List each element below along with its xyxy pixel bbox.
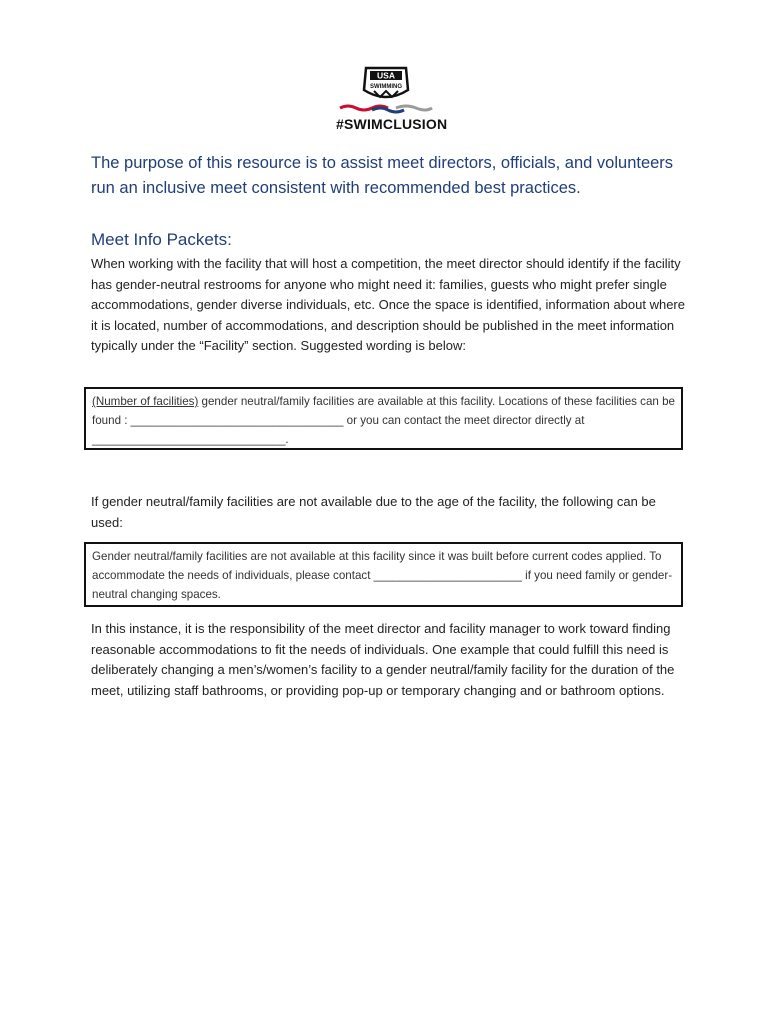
paragraph-facility-identification: When working with the facility that will host a competition, the meet director should identify if the facility has gender-neutral restrooms for anyone who might need it: families, guests who might prefer single accommodations, gender diverse individuals, etc. Once the space is identified, information about where it is located, number of accommodations, and description should be published in the meet information typically under the “Facility” section. Suggested wording is below: <box>91 256 685 353</box>
paragraph-responsibility: In this instance, it is the responsibility of the meet director and facility manager to work toward finding reasonable accommodations to fit the needs of individuals. One example that could fulfill this need is deliberately changing a men’s/women’s facility to a gender neutral/family facility for the duration of the meet, utilizing staff bathrooms, or providing pop-up or temporary changing and or bathroom options. <box>91 621 675 698</box>
svg-text:USA: USA <box>377 70 395 81</box>
usa-swimming-logo <box>336 64 448 134</box>
suggested-wording-box-unavailable <box>84 542 683 607</box>
number-of-facilities-placeholder: (Number of facilities) <box>92 395 199 408</box>
suggested-wording-text-available: gender neutral/family facilities are available at this facility. Locations of these facilities can be found : _________________________________ or you can contact the meet director directly at ______________________________. <box>92 395 675 446</box>
suggested-wording-text-unavailable: Gender neutral/family facilities are not available at this facility since it was built before current codes applied. To accommodate the needs of individuals, please contact _______________________ if you need family or gender-neutral changing spaces. <box>92 550 673 601</box>
paragraph-not-available-intro: If gender neutral/family facilities are not available due to the age of the facility, the following can be used: <box>91 494 656 530</box>
section-heading-meet-info-packets: Meet Info Packets: <box>91 230 232 249</box>
svg-text:SWIMMING: SWIMMING <box>370 84 402 90</box>
usa-swimming-badge-icon <box>336 64 436 116</box>
swimclusion-tagline: #SWIMCLUSION <box>336 116 448 132</box>
suggested-wording-box-available <box>84 387 683 450</box>
document-title: The purpose of this resource is to assist meet directors, officials, and volunteers run an inclusive meet consistent with recommended best practices. <box>91 154 674 197</box>
